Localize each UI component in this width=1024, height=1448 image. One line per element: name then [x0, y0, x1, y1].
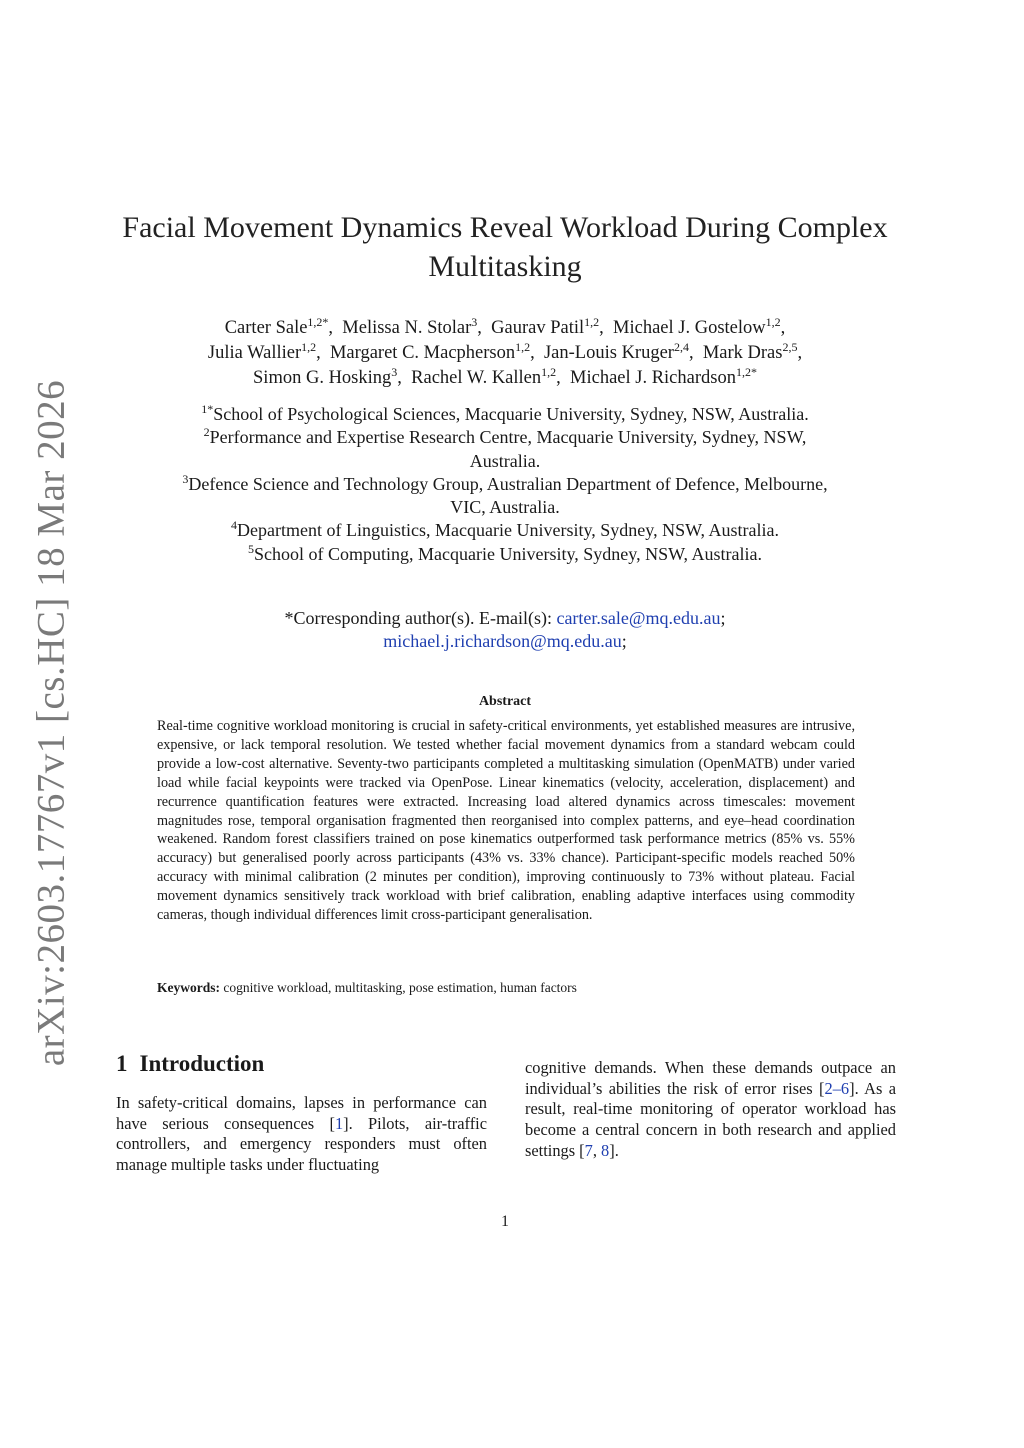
arxiv-stamp-text: arXiv:2603.17767v1 [cs.HC] 18 Mar 2026 — [29, 379, 73, 1067]
author-affil: 1,2* — [735, 364, 757, 379]
author: Jan-Louis Kruger — [543, 343, 674, 363]
keywords-label: Keywords: — [157, 980, 220, 995]
author-affil: 1,2 — [584, 314, 600, 329]
affiliation-text: School of Computing, Macquarie University, Sydney, NSW, Australia. — [254, 543, 762, 564]
keywords-text: cognitive workload, multitasking, pose estimation, human factors — [220, 980, 577, 995]
author: Michael J. Gostelow — [613, 318, 766, 338]
intro-left-column — [116, 1093, 487, 1176]
affiliation-text: School of Psychological Sciences, Macquarie University, Sydney, NSW, Australia. — [213, 404, 809, 424]
author-affil: 1,2* — [307, 314, 329, 329]
author: Margaret C. Macpherson — [329, 343, 516, 363]
section-number: 1 — [116, 1051, 128, 1076]
citation-link[interactable]: 1 — [334, 1113, 344, 1133]
intro-text: ]. As a result, real-time monitoring of operator workload has become a central concern in both research and applied settings [ — [525, 1078, 896, 1160]
affiliation-cont: Australia. — [469, 450, 541, 471]
affiliation — [110, 473, 900, 496]
title-line-1: Facial Movement Dynamics Reveal Workload During Complex — [122, 211, 888, 244]
section-heading — [116, 1051, 264, 1077]
corresponding-authors — [110, 607, 900, 653]
author-affil: 3 — [391, 364, 398, 379]
page-number: 1 — [501, 1213, 509, 1230]
affiliation-text: Department of Linguistics, Macquarie University, Sydney, NSW, Australia. — [237, 520, 779, 541]
author: Simon G. Hosking — [253, 368, 392, 388]
author-line-3: Simon G. Hosking$^3$, Rachel W. Kallen$^{1,2}$, Michael J. Richardson$^{1,2*}$ — [253, 364, 757, 388]
affiliation-marker: 1* — [201, 402, 214, 416]
author: Mark Dras — [702, 343, 783, 363]
author: Gaurav Patil — [491, 318, 585, 338]
email-sep: ; — [720, 608, 726, 628]
corresponding-prefix: *Corresponding author(s). E-mail(s): — [284, 608, 557, 628]
author-affil: 3 — [471, 314, 478, 329]
affiliation-text: Performance and Expertise Research Centre, Macquarie University, Sydney, NSW, — [209, 427, 807, 448]
author-affil: 1,2 — [515, 339, 531, 354]
citation-link[interactable]: 7 — [584, 1140, 593, 1160]
affiliation-marker: 4 — [231, 518, 238, 533]
paper-title — [120, 208, 890, 286]
affiliation-list — [110, 403, 900, 566]
affiliation — [110, 543, 900, 566]
email-link-1[interactable]: carter.sale@mq.edu.au — [556, 608, 721, 628]
keywords — [157, 979, 855, 997]
author-affil: 2,5 — [782, 339, 798, 354]
abstract-heading: Abstract — [478, 694, 532, 709]
intro-right-column — [525, 1058, 896, 1162]
author: Julia Wallier — [207, 343, 302, 363]
author-affil: 1,2 — [765, 314, 781, 329]
author-affil: 1,2 — [541, 364, 557, 379]
author-affil: 2,4 — [673, 339, 689, 354]
affiliation-marker: 3 — [182, 471, 189, 486]
intro-text: ]. Pilots, air-traffic controllers, and emergency responders must often manage multiple tasks under fluctuating — [116, 1113, 487, 1175]
affiliation — [110, 519, 900, 542]
affiliation-marker: 2 — [203, 425, 210, 440]
author-line-2: Julia Wallier$^{1,2}$, Margaret C. Macpherson$^{1,2}$, Jan-Louis Kruger$^{2,4}$, Mark Dras$^{2,5}$, — [207, 339, 803, 363]
author-affil: 1,2 — [301, 339, 317, 354]
author: Rachel W. Kallen — [411, 368, 542, 388]
author: Melissa N. Stolar — [342, 318, 472, 338]
corresponding-line-2 — [110, 630, 900, 653]
intro-text: cognitive demands. When these demands outpace an individual’s abilities the risk of error rises [ — [525, 1058, 896, 1098]
affiliation — [110, 403, 900, 426]
citation-sep: , — [592, 1140, 602, 1160]
author: Michael J. Richardson — [570, 368, 736, 388]
abstract-body: Real-time cognitive workload monitoring is crucial in safety-critical environments, yet established measures are intrusive, expensive, or lack temporal resolution. We tested whether facial movement dynamics from a standard webcam could provide a low-cost alternative. Seventy-two participants completed a multitasking simulation (OpenMATB) under varied load while facial keypoints were tracked via OpenPose. Linear kinematics (velocity, acceleration, displacement) and recurrence quantification features were extracted. Increasing load altered dynamics across timescales: movement magnitudes rose, temporal organisation fragmented then reorganised into complex patterns, and eye–head coordination weakened. Random forest classifiers trained on pose kinematics outperformed task performance metrics (85% vs. 55% accuracy) but generalised poorly across participants (43% vs. 33% chance). Participant-specific models reached 50% accuracy with minimal calibration (2 minutes per condition), improving continuously to 73% without plateau. Facial movement dynamics sensitively track workload with brief calibration, enabling adaptive interfaces using commodity cameras, though individual differences limit cross-participant generalisation. — [157, 718, 855, 924]
section-title: Introduction — [139, 1051, 265, 1076]
author: Carter Sale — [224, 318, 308, 338]
title-line-2: Multitasking — [428, 250, 582, 283]
email-link-2[interactable]: michael.j.richardson@mq.edu.au — [383, 631, 622, 651]
citation-link[interactable]: 8 — [601, 1140, 610, 1160]
email-sep: ; — [621, 631, 627, 651]
affiliation-cont: VIC, Australia. — [450, 497, 560, 518]
arxiv-stamp — [26, 379, 76, 1067]
citation-link[interactable]: 2–6 — [824, 1078, 850, 1098]
author-line-1: Carter Sale$^{1,2*}$, Melissa N. Stolar$^3$, Gaurav Patil$^{1,2}$, Michael J. Gostelow$^{1,2}$, — [224, 314, 786, 338]
affiliation-text: Defence Science and Technology Group, Australian Department of Defence, Melbourne, — [188, 473, 828, 494]
intro-text: ]. — [609, 1140, 619, 1160]
affiliation-marker: 5 — [248, 541, 255, 556]
intro-text: In safety-critical domains, lapses in performance can have serious consequences [ — [116, 1093, 487, 1133]
affiliation — [110, 426, 900, 449]
author-list — [110, 316, 900, 391]
corresponding-line-1 — [110, 607, 900, 630]
